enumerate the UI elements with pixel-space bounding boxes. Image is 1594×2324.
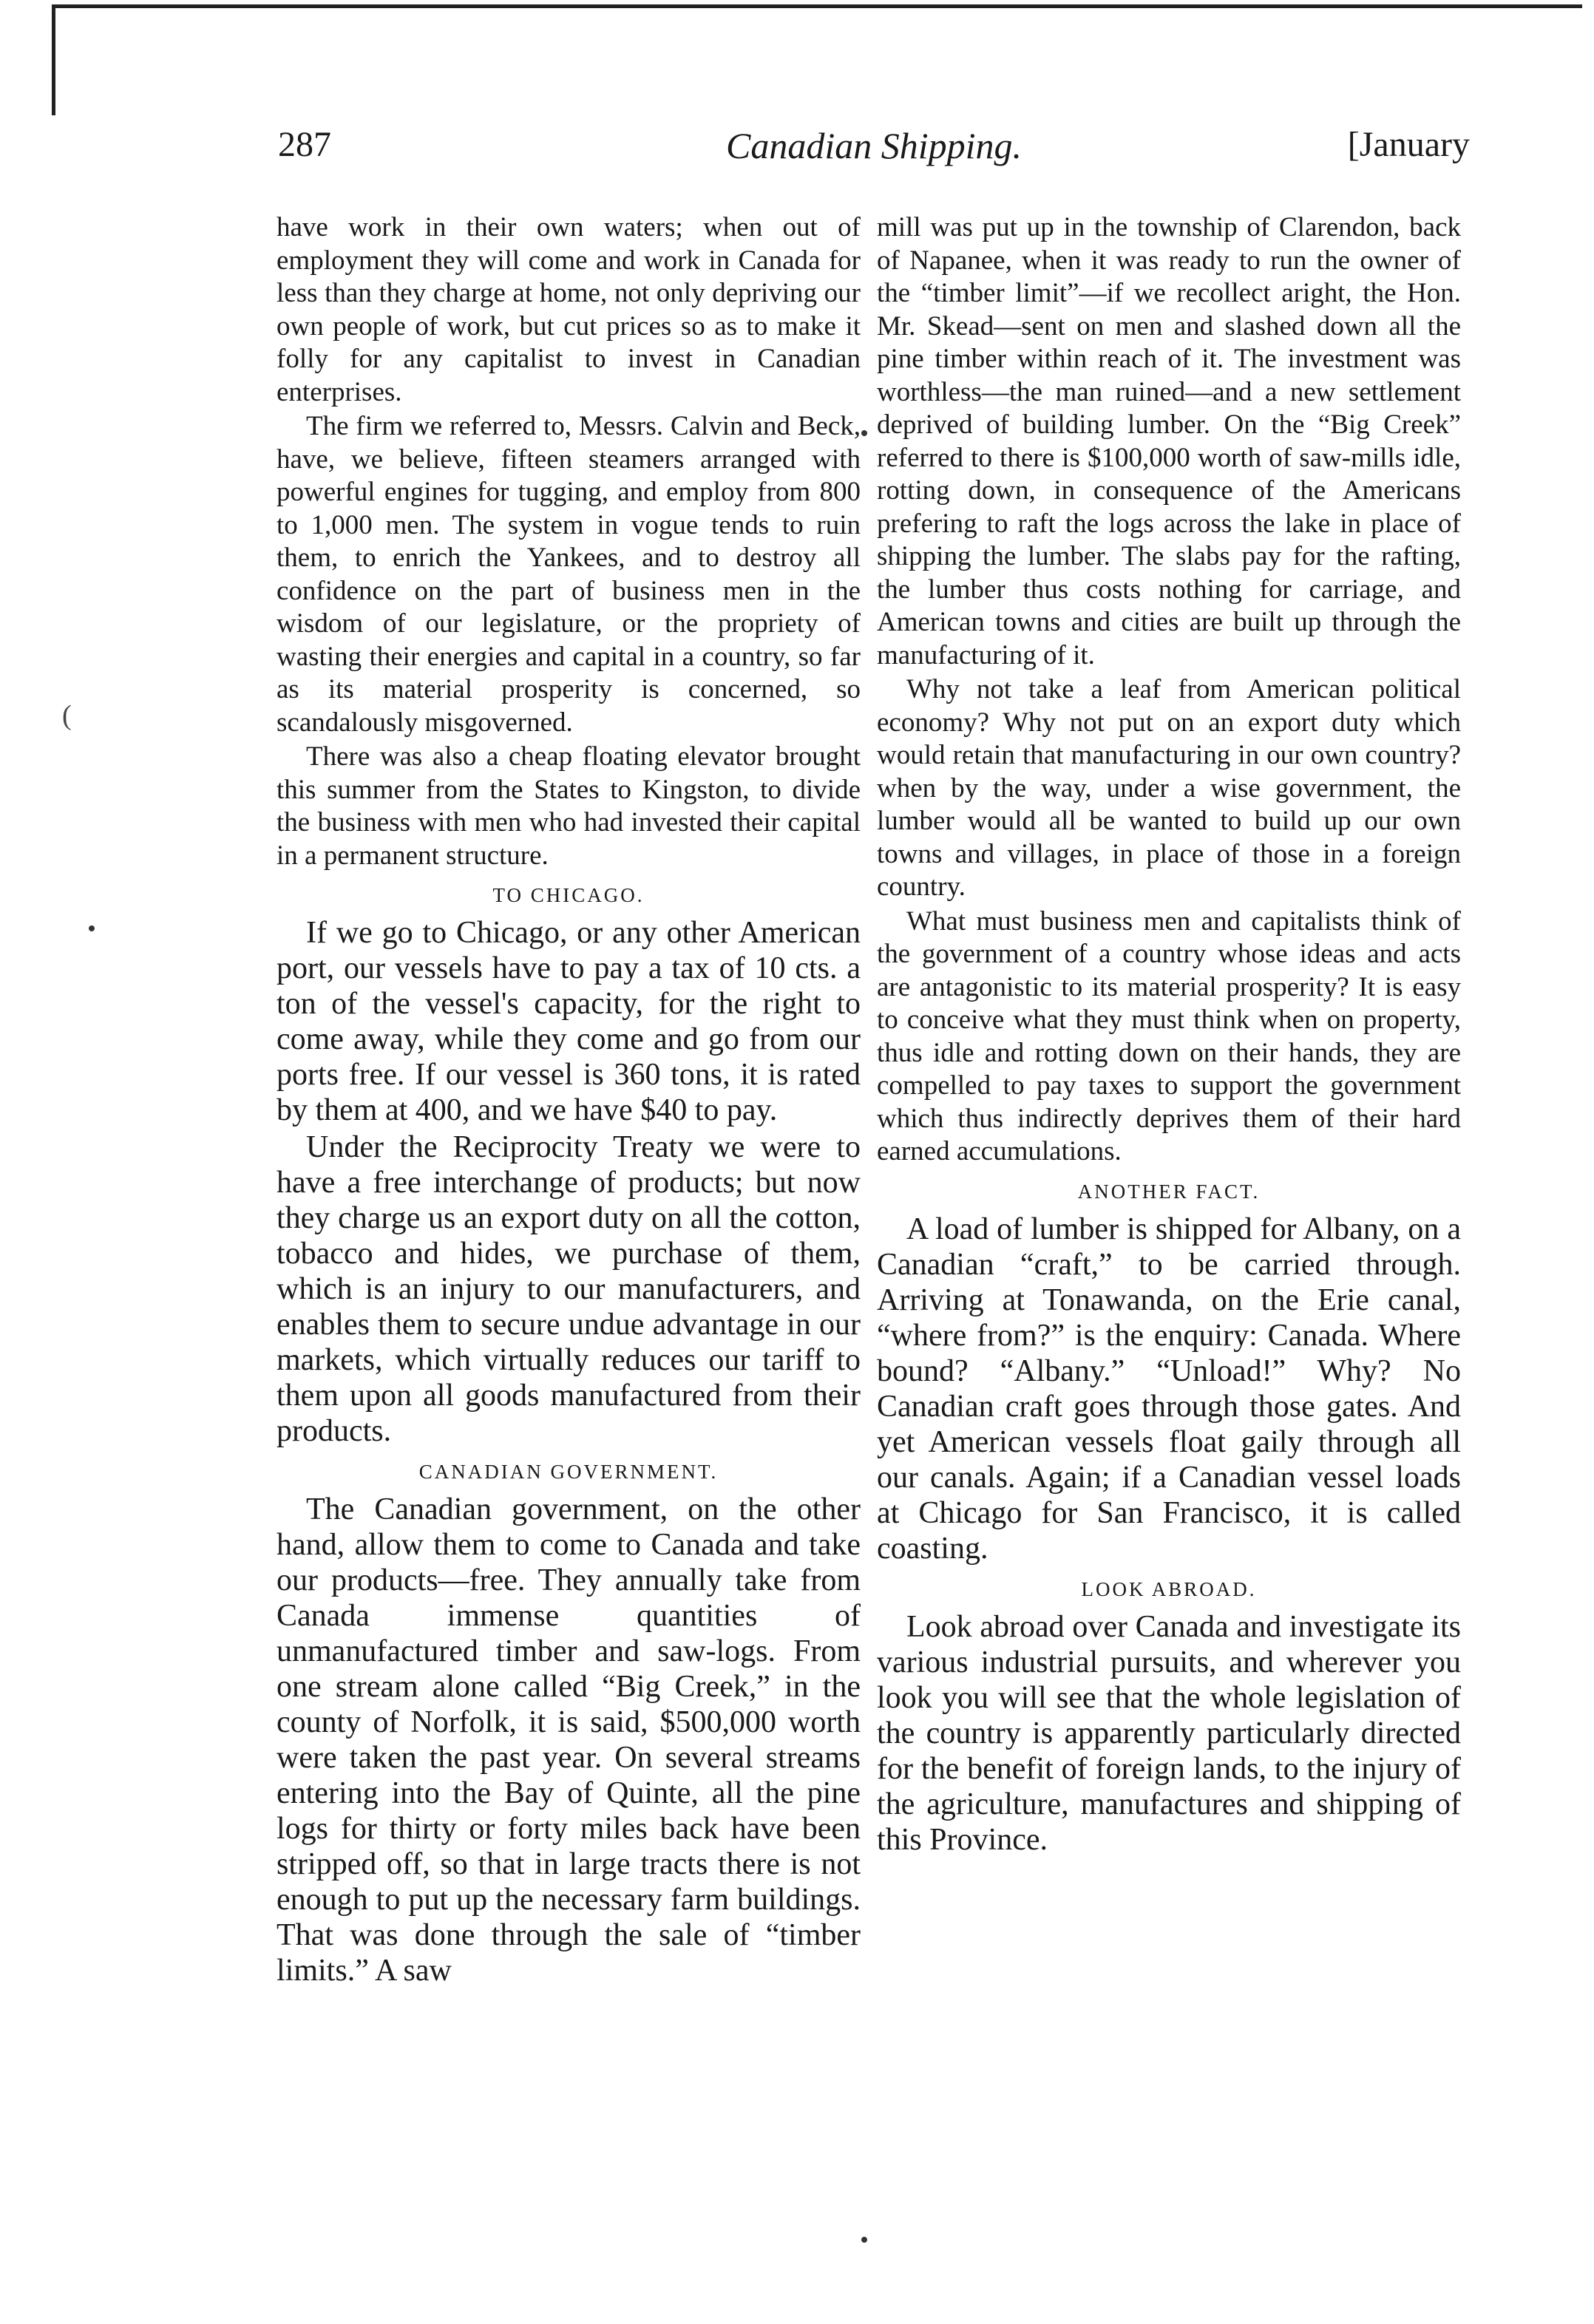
margin-dot — [861, 430, 867, 436]
scan-border-top — [52, 4, 1582, 8]
section-heading-government: CANADIAN GOVERNMENT. — [418, 1461, 719, 1483]
margin-mark: ( — [62, 700, 72, 731]
margin-dot — [861, 2237, 867, 2243]
paragraph: If we go to Chicago, or any other American port, our vessels have to pay a tax of 10 cts. a ton of the vessel's capacity, for the right to come away, while they come and go from our ports free. If our vessel is 360 tons, it is rated by them at 400, and we have $40 to pay. — [277, 916, 861, 1127]
page-header — [278, 124, 1470, 176]
paragraph: The firm we referred to, Messrs. Calvin and Beck, have, we believe, fifteen steamers arranged with powerful engines for tugging, and employ from 800 to 1,000 men. The system in vogue tends to ruin them, to enrich the Yankees, and to destroy all confidence on the part of business men in the wisdom of our legislature, or the propriety of wasting their energies and capital in a country, so far as its material prosperity is concerned, so scandalously misgoverned. — [277, 411, 861, 738]
paragraph: What must business men and capitalists think of the government of a country whose ideas and acts are antagonistic to its material prosperity? It is easy to conceive what they must think when on property, thus idle and rotting down on their hands, they are compelled to pay taxes to support the government which thus indirectly deprives them of their hard earned accumulations. — [877, 906, 1461, 1166]
paragraph: There was also a cheap floating elevator brought this summer from the States to Kingston, to divide the business with men who had invested their capital in a permanent structure. — [277, 741, 861, 871]
paragraph: mill was put up in the township of Clarendon, back of Napanee, when it was ready to run the owner of the “timber limit”—if we recollect aright, the Hon. Mr. Skead—sent on men and slashed down all the pine timber within reach of it. The investment was worthless—the man ruined—and a new settlement deprived of building lumber. On the “Big Creek” referred to there is $100,000 worth of saw-mills idle, rotting down, in consequence of the Americans prefering to raft the logs across the lake in place of shipping the lumber. The slabs pay for the rafting, the lumber thus costs nothing for carriage, and American towns and cities are built up through the manufacturing of it. — [877, 212, 1461, 670]
scan-border-left — [52, 4, 55, 115]
paragraph: The Canadian government, on the other hand, allow them to come to Canada and take our products—free. They annually take from Canada immense quantities of unmanufactured timber and saw-logs. From one stream alone called “Big Creek,” in the county of Norfolk, it is said, $500,000 worth were taken the past year. On several streams entering into the Bay of Quinte, all the pine logs for thirty or forty miles back have been stripped off, so that in large tracts there is not enough to put up the necessary farm buildings. That was done through the sale of “timber limits.” A saw — [277, 1492, 861, 1988]
paragraph: Why not take a leaf from American political economy? Why not put on an export duty which would retain that manufacturing in our own country? when by the way, under a wise government, the lumber would all be wanted to build up our own towns and villages, in place of those in a foreign country. — [877, 674, 1461, 902]
section-label: [January — [1347, 125, 1470, 164]
right-column — [877, 211, 1461, 1859]
margin-dot — [89, 925, 95, 931]
paragraph: A load of lumber is shipped for Albany, on a Canadian “craft,” to be carried through. Arriving at Tonawanda, on the Erie canal, “where from?” is the enquiry: Canada. Where bound? “Albany.” “Unload!” Why? No Canadian craft goes through those gates. And yet American vessels float gaily through all our canals. Again; if a Canadian vessel loads at Chicago for San Francisco, it is called coasting. — [877, 1212, 1461, 1566]
paragraph: Under the Reciprocity Treaty we were to have a free interchange of products; but now they charge us an export duty on all the cotton, tobacco and hides, we purchase of them, which is an injury to our manufacturers, and enables them to secure undue advantage in our markets, which virtually reduces our tariff to them upon all goods manufactured from their products. — [277, 1130, 861, 1448]
paragraph: have work in their own waters; when out of employment they will come and work in Canada for less than they charge at home, not only depriving our own people of work, but cut prices so as to make it folly for any capitalist to invest in Canadian enterprises. — [277, 212, 861, 407]
paragraph: Look abroad over Canada and investigate its various industrial pursuits, and wherever you look you will see that the whole legislation of the country is apparently particularly directed for the benefit of foreign lands, to the injury of the agriculture, manufactures and shipping of this Province. — [877, 1609, 1461, 1857]
running-title: Canadian Shipping. — [725, 125, 1022, 166]
left-column — [277, 211, 861, 1990]
section-heading-chicago: TO CHICAGO. — [492, 884, 645, 906]
section-heading-fact: ANOTHER FACT. — [1077, 1180, 1261, 1203]
section-heading-abroad: LOOK ABROAD. — [1081, 1577, 1257, 1600]
page-number: 287 — [278, 125, 331, 164]
